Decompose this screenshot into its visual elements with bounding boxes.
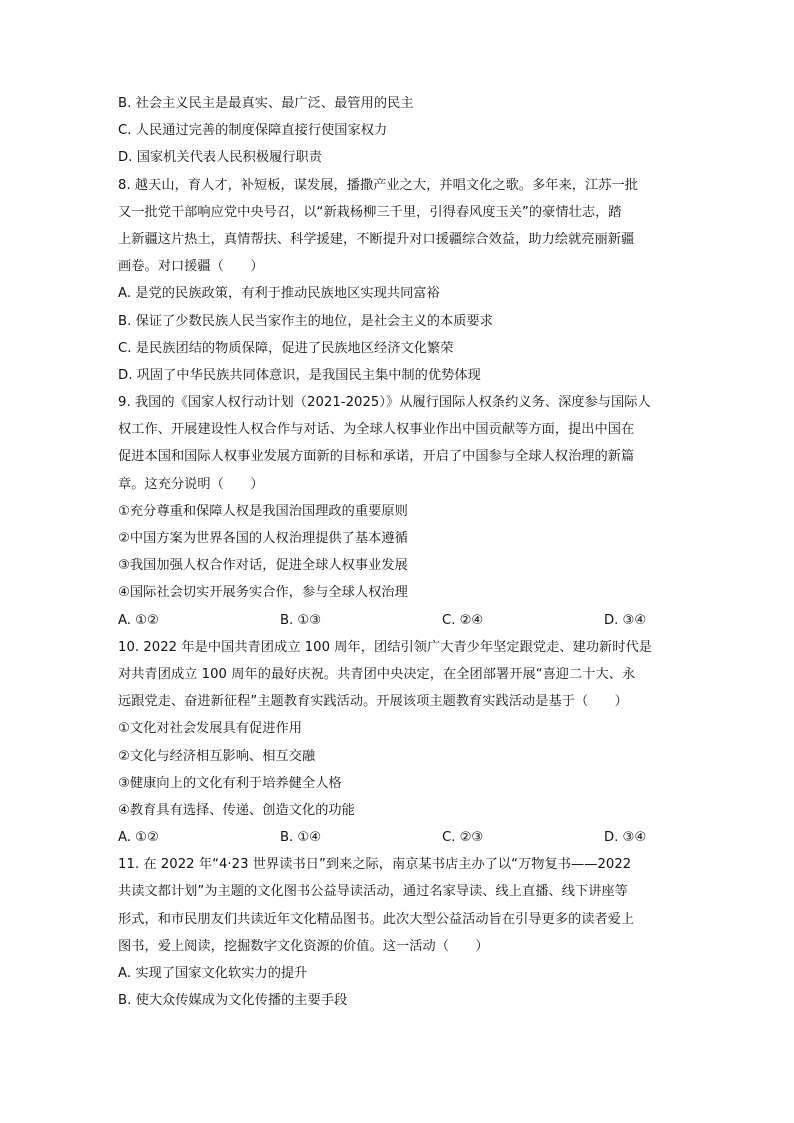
q10-item-1: ①文化对社会发展具有促进作用 (118, 721, 302, 737)
q9-item-3: ③我国加强人权合作对话，促进全球人权事业发展 (118, 558, 408, 574)
q10-stem-line: 对共青团成立 100 周年的最好庆祝。共青团中央决定，在全团部署开展“喜迎二十大、永 (118, 666, 636, 682)
q9-stem-line: 权工作、开展建设性人权合作与对话、为全球人权事业作出中国贡献等方面，提出中国在 (118, 422, 635, 438)
q9-stem-line: 9. 我国的《国家人权行动计划（2021-2025）》从履行国际人权条约义务、深度参与国际人 (118, 395, 651, 411)
q7-option-c: C. 人民通过完善的制度保障直接行使国家权力 (118, 123, 388, 139)
q11-stem-line: 11. 在 2022 年“4·23 世界读书日”到来之际，南京某书店主办了以“万物复书——2022 (118, 857, 632, 873)
question-9 (118, 389, 678, 634)
q8-option-b: B. 保证了少数民族人民当家作主的地位，是社会主义的本质要求 (118, 313, 493, 329)
q9-item-4: ④国际社会切实开展务实合作，参与全球人权治理 (118, 585, 408, 601)
q10-item-3: ③健康向上的文化有利于培养健全人格 (118, 775, 342, 791)
q11-stem-line: 图书，爱上阅读，挖掘数字文化资源的价值。这一活动（ ） (118, 938, 489, 954)
q8-option-a: A. 是党的民族政策，有利于推动民族地区实现共同富裕 (118, 286, 440, 302)
q10-choice-a: A. ①② (118, 830, 159, 846)
question-7-options (118, 90, 678, 172)
question-11 (118, 851, 678, 1014)
q8-stem-line: 8. 越天山，育人才，补短板，谋发展，播撒产业之大，并唱文化之歌。多年来，江苏一批 (118, 177, 638, 193)
q10-item-4: ④教育具有选择、传递、创造文化的功能 (118, 802, 355, 818)
q11-stem-line: 共读文都计划”为主题的文化图书公益导读活动，通过名家导读、线上直播、线下讲座等 (118, 884, 628, 900)
q8-stem-line: 画卷。对口援疆（ ） (118, 259, 264, 275)
q10-choice-c: C. ②③ (442, 830, 484, 846)
q10-choices (118, 824, 678, 851)
q9-choice-c: C. ②④ (442, 612, 484, 628)
q10-item-2: ②文化与经济相互影响、相互交融 (118, 748, 316, 764)
q10-stem-line: 10. 2022 年是中国共青团成立 100 周年，团结引领广大青少年坚定跟党走、建功新时代是 (118, 639, 653, 655)
q8-option-d: D. 巩固了中华民族共同体意识，是我国民主集中制的优势体现 (118, 367, 481, 383)
q8-stem-line: 又一批党干部响应党中央号召，以“新栽杨柳三千里，引得春风度玉关”的豪情壮志，踏 (118, 204, 622, 220)
q9-stem-line: 章。这充分说明（ ） (118, 476, 264, 492)
q8-option-c: C. 是民族团结的物质保障，促进了民族地区经济文化繁荣 (118, 340, 454, 356)
question-8 (118, 172, 678, 390)
q9-choice-b: B. ①③ (280, 612, 322, 628)
q8-stem-line: 上新疆这片热土，真情帮扶、科学援建，不断提升对口援疆综合效益，助力绘就亮丽新疆 (118, 231, 635, 247)
q9-stem-line: 促进本国和国际人权事业发展方面新的目标和承诺，开启了中国参与全球人权治理的新篇 (118, 449, 635, 465)
q11-option-b: B. 使大众传媒成为文化传播的主要手段 (118, 993, 348, 1009)
q9-choice-a: A. ①② (118, 612, 159, 628)
q9-choices (118, 607, 678, 634)
question-10 (118, 634, 678, 852)
q9-item-1: ①充分尊重和保障人权是我国治国理政的重要原则 (118, 503, 408, 519)
q10-stem-line: 远跟党走、奋进新征程”主题教育实践活动。开展该项主题教育实践活动是基于（ ） (118, 694, 628, 710)
q11-option-a: A. 实现了国家文化软实力的提升 (118, 966, 308, 981)
q9-choice-d: D. ③④ (604, 612, 647, 628)
document-body (118, 90, 678, 1014)
q7-option-d: D. 国家机关代表人民积极履行职责 (118, 150, 323, 166)
q10-choice-b: B. ①④ (280, 830, 322, 846)
q11-stem-line: 形式，和市民朋友们共读近年文化精品图书。此次大型公益活动旨在引导更多的读者爱上 (118, 911, 635, 927)
q7-option-b: B. 社会主义民主是最真实、最广泛、最管用的民主 (118, 96, 414, 111)
q10-choice-d: D. ③④ (604, 830, 647, 846)
q9-item-2: ②中国方案为世界各国的人权治理提供了基本遵循 (118, 531, 408, 546)
